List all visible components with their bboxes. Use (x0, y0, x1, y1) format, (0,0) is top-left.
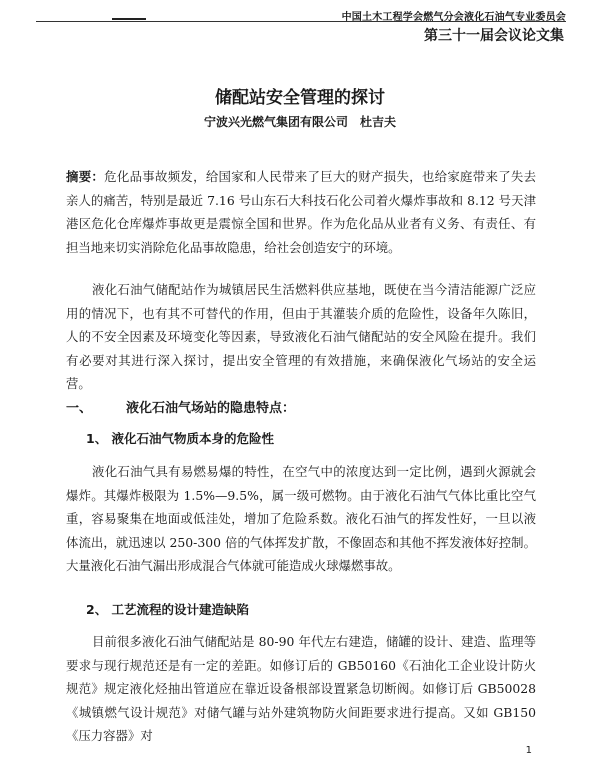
subsection-1-heading: 1、 液化石油气物质本身的危险性 (86, 431, 275, 446)
page-number: 1 (525, 745, 532, 756)
header-organization: 中国土木工程学会燃气分会液化石油气专业委员会 (341, 12, 566, 23)
subsection-1-paragraph: 液化石油气具有易燃易爆的特性，在空气中的浓度达到一定比例，遇到火源就会爆炸。其爆炸极限为 1.5%—9.5%，属一级可燃物。由于液化石油气气体比重比空气重，容易聚集在地面或低洼处，增加了危险系数。液化石油气的挥发性好，一旦以液体流出，就迅速以 250-300 倍的气体挥发扩散，不像固态和其他不挥发液体好控制。大量液化石油气漏出形成混合气体就可能造成火球爆燃事故。 (66, 464, 536, 573)
abstract-paragraph (66, 165, 536, 259)
section-1-heading (66, 397, 295, 416)
header-rule (36, 21, 566, 22)
paper-author: 宁波兴光燃气集团有限公司 杜吉夫 (203, 115, 396, 129)
header-mark (112, 18, 146, 20)
section-1-title: 液化石油气场站的隐患特点： (126, 401, 296, 416)
intro-paragraph: 液化石油气储配站作为城镇居民生活燃料供应基地，既使在当今清洁能源广泛应用的情况下，也有其不可替代的作用，但由于其灌装介质的危险性，设备年久陈旧，人的不安全因素及环境变化等因素，导致液化石油气储配站的安全风险在提升。我们有必要对其进行深入探讨，提出安全管理的有效措施，来确保液化气场站的安全运营。 (66, 282, 536, 391)
abstract-text: 危化品事故频发，给国家和人民带来了巨大的财产损失，也给家庭带来了失去亲人的痛苦，特别是最近 7.16 号山东石大科技石化公司着火爆炸事故和 8.12 号天津港区危化仓库爆炸事故更是震惊全国和世界。作为危化品从业者有义务、有责任、有担当地来切实消除危化品事故隐患，给社会创造安宁的环境。 (66, 169, 537, 255)
header-conference: 第三十一届会议论文集 (424, 28, 564, 44)
section-1-number: 一、 (66, 401, 93, 416)
abstract-label: 摘要： (66, 169, 105, 184)
subsection-2-paragraph: 目前很多液化石油气储配站是 80-90 年代左右建造，储罐的设计、建造、监理等要求与现行规范还是有一定的差距。如修订后的 GB50160《石油化工企业设计防火规范》规定液化烃抽出管道应在靠近设备根部设置紧急切断阀。如修订后 GB50028《城镇燃气设计规范》对储气罐与站外建筑物防火间距要求进行提高。又如 GB150《压力容器》对 (66, 634, 536, 743)
subsection-2-heading: 2、 工艺流程的设计建造缺陷 (86, 602, 250, 617)
paper-title: 储配站安全管理的探讨 (215, 88, 385, 108)
